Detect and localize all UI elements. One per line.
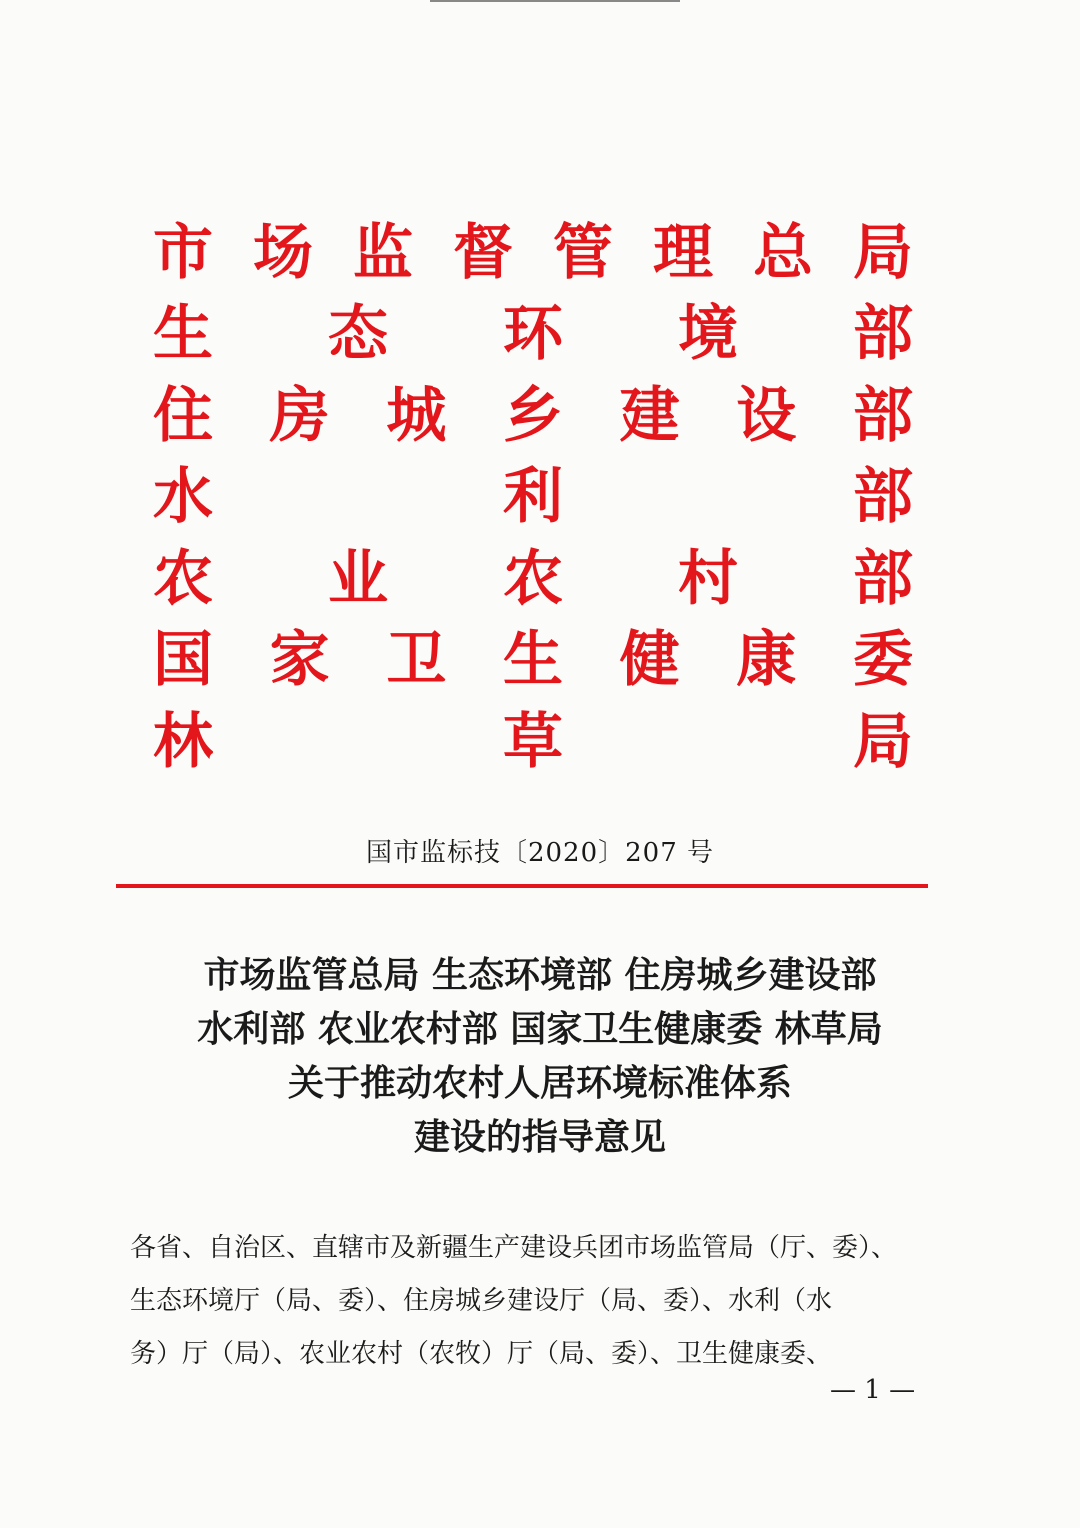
agency-char: 国 (153, 625, 213, 696)
agency-char: 城 (386, 380, 447, 451)
agency-char: 管 (553, 217, 613, 288)
red-divider (116, 884, 928, 888)
agency-row (152, 538, 914, 620)
agency-char: 农 (503, 543, 563, 614)
agency-char: 林 (153, 706, 213, 777)
agency-char: 康 (736, 625, 797, 696)
document-number: 国市监标技〔2020〕207 号 (365, 838, 715, 868)
agency-char: 建 (619, 380, 680, 451)
agency-char: 监 (353, 217, 413, 288)
agency-char: 总 (753, 217, 813, 288)
agency-char: 境 (678, 299, 738, 370)
agency-char: 乡 (502, 380, 563, 451)
agency-char: 房 (269, 380, 330, 451)
agency-row (152, 294, 914, 376)
agency-char: 场 (253, 217, 313, 288)
agency-char: 农 (153, 543, 213, 614)
agency-char: 业 (328, 543, 388, 614)
body-line: 生态环境厅（局、委）、住房城乡建设厅（局、委）、水利（水 (130, 1286, 833, 1316)
agency-char: 督 (453, 217, 513, 288)
agency-row (152, 212, 914, 294)
agency-char: 草 (503, 706, 563, 777)
agency-char: 卫 (386, 625, 447, 696)
addressee-paragraph (130, 1222, 950, 1381)
agency-row (152, 620, 914, 702)
page-number: — 1 — (830, 1375, 916, 1405)
body-line: 各省、自治区、直辖市及新疆生产建设兵团市场监管局（厅、委）、 (130, 1233, 898, 1263)
agency-char: 环 (503, 299, 563, 370)
agency-char: 村 (678, 543, 738, 614)
agency-char: 住 (153, 380, 213, 451)
agency-char: 家 (269, 625, 330, 696)
agency-row (152, 701, 914, 783)
agency-char: 部 (852, 380, 913, 451)
agency-char: 局 (853, 217, 913, 288)
issuing-agencies-header (152, 212, 914, 783)
agency-char: 设 (736, 380, 797, 451)
agency-char: 态 (328, 299, 388, 370)
title-line: 水利部 农业农村部 国家卫生健康委 林草局 (197, 1008, 883, 1050)
agency-char: 委 (852, 625, 913, 696)
agency-char: 水 (153, 462, 213, 533)
title-line: 建设的指导意见 (413, 1116, 666, 1158)
agency-char: 部 (853, 299, 913, 370)
body-line: 务）厅（局）、农业农村（农牧）厅（局、委）、卫生健康委、 (130, 1339, 833, 1369)
agency-row (152, 375, 914, 457)
title-line: 关于推动农村人居环境标准体系 (287, 1062, 792, 1104)
agency-char: 局 (853, 706, 913, 777)
agency-char: 市 (153, 217, 213, 288)
agency-char: 生 (153, 299, 213, 370)
agency-char: 部 (853, 543, 913, 614)
title-line: 市场监管总局 生态环境部 住房城乡建设部 (203, 954, 877, 996)
agency-char: 理 (653, 217, 713, 288)
agency-char: 部 (853, 462, 913, 533)
agency-row (152, 457, 914, 539)
agency-char: 生 (502, 625, 563, 696)
scan-edge (430, 0, 680, 2)
agency-char: 利 (503, 462, 563, 533)
document-title (0, 948, 1080, 1164)
agency-char: 健 (619, 625, 680, 696)
